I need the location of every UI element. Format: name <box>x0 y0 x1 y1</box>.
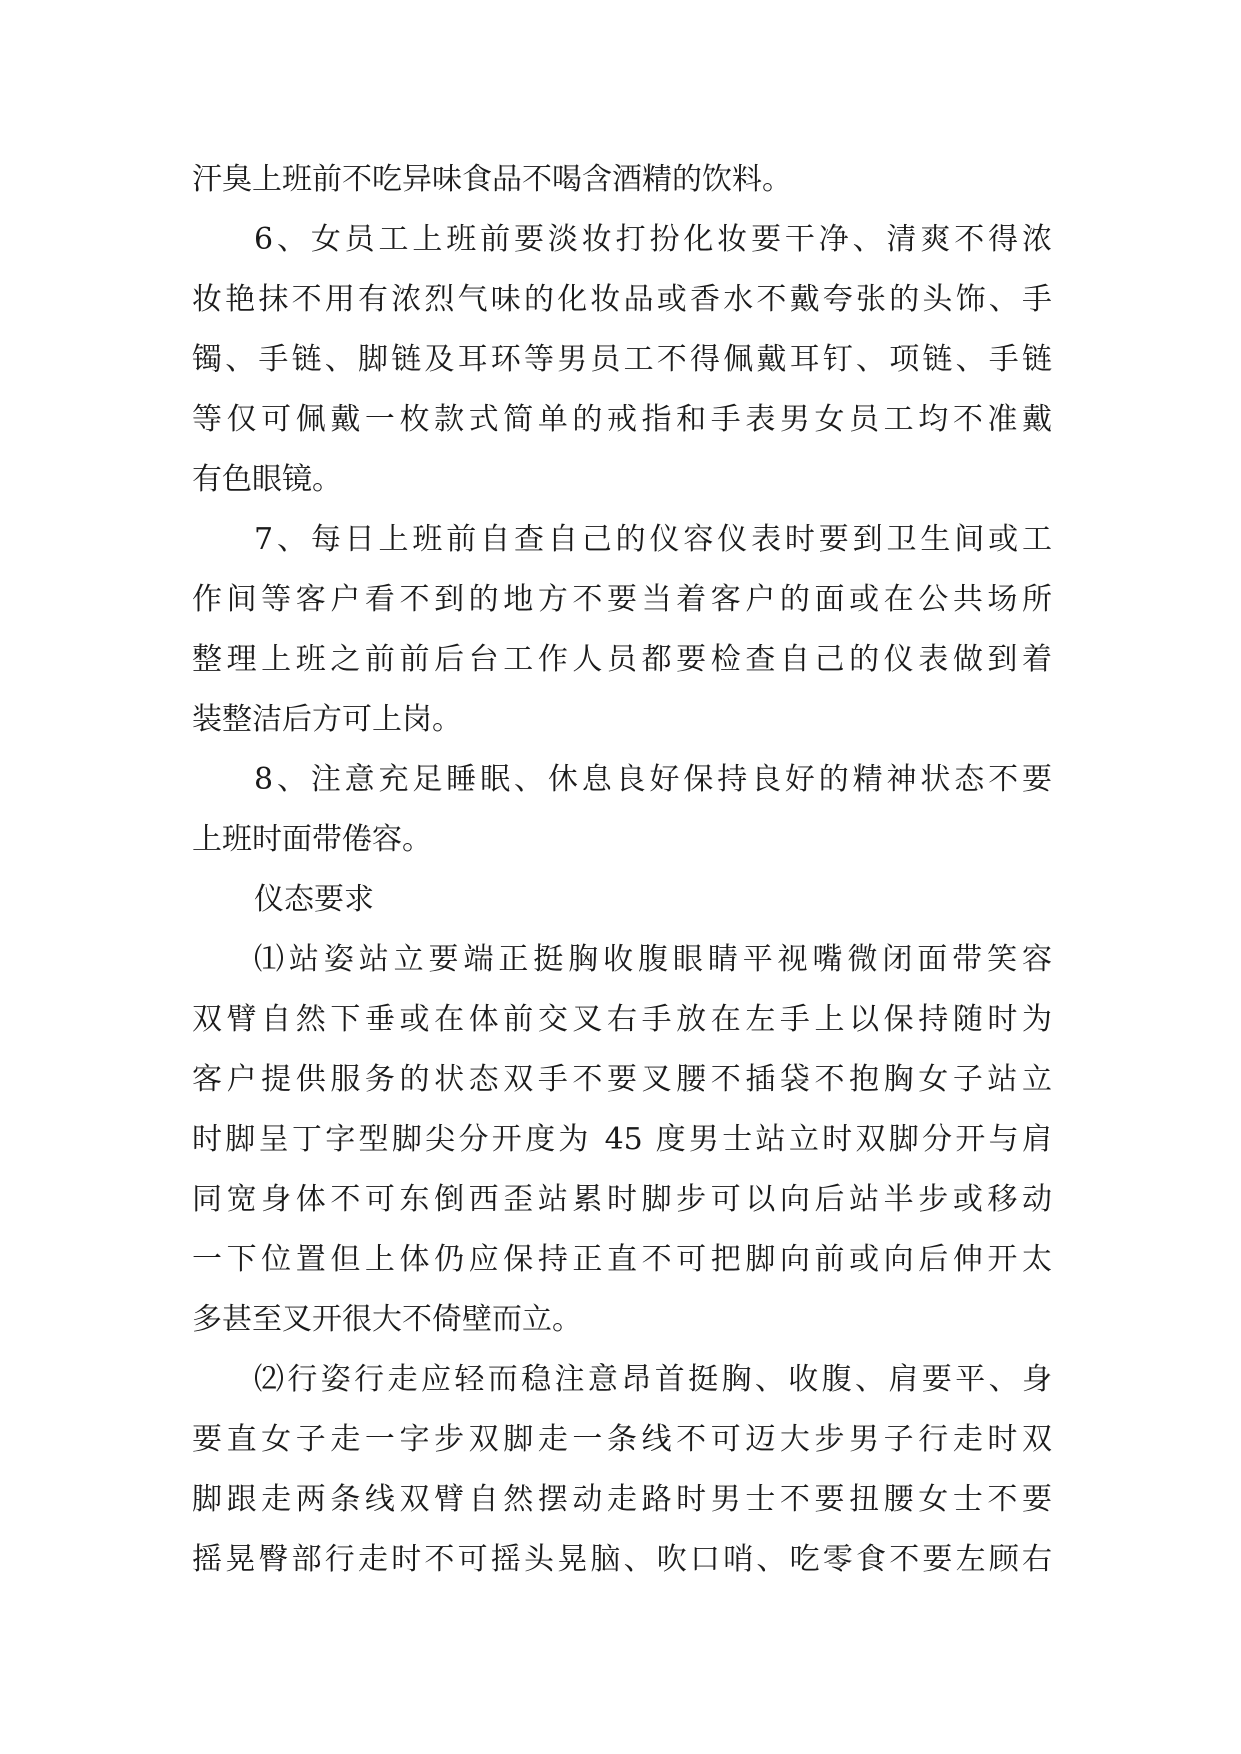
body-text <box>192 150 1052 1590</box>
text-line: 有色眼镜。 <box>192 462 342 497</box>
text-line: 等仅可佩戴一枚款式简单的戒指和手表男女员工均不准戴 <box>192 402 1052 437</box>
text-line: 汗臭上班前不吃异味食品不喝含酒精的饮料。 <box>192 162 792 197</box>
text-line: 客户提供服务的状态双手不要叉腰不插袋不抱胸女子站立 <box>192 1062 1052 1097</box>
text-line: 一下位置但上体仍应保持正直不可把脚向前或向后伸开太 <box>192 1242 1052 1277</box>
text-line: 装整洁后方可上岗。 <box>192 702 462 737</box>
text-line: 时脚呈丁字型脚尖分开度为 45 度男士站立时双脚分开与肩 <box>192 1122 1052 1157</box>
text-line: 妆艳抹不用有浓烈气味的化妆品或香水不戴夸张的头饰、手 <box>192 282 1052 317</box>
text-line: 仪态要求 <box>254 882 374 917</box>
text-line: 作间等客户看不到的地方不要当着客户的面或在公共场所 <box>192 582 1052 617</box>
text-line: 6、女员工上班前要淡妆打扮化妆要干净、清爽不得浓 <box>254 222 1052 257</box>
text-line: 上班时面带倦容。 <box>192 822 432 857</box>
text-line: 8、注意充足睡眠、休息良好保持良好的精神状态不要 <box>254 762 1052 797</box>
text-line: 摇晃臀部行走时不可摇头晃脑、吹口哨、吃零食不要左顾右 <box>192 1542 1052 1577</box>
text-line: 脚跟走两条线双臂自然摆动走路时男士不要扭腰女士不要 <box>192 1482 1052 1517</box>
text-line: ⑵行姿行走应轻而稳注意昂首挺胸、收腹、肩要平、身 <box>254 1362 1052 1397</box>
text-line: 整理上班之前前后台工作人员都要检查自己的仪表做到着 <box>192 642 1052 677</box>
text-line: 要直女子走一字步双脚走一条线不可迈大步男子行走时双 <box>192 1422 1052 1457</box>
text-line: 双臂自然下垂或在体前交叉右手放在左手上以保持随时为 <box>192 1002 1052 1037</box>
text-line: 多甚至叉开很大不倚壁而立。 <box>192 1302 582 1337</box>
text-line: 同宽身体不可东倒西歪站累时脚步可以向后站半步或移动 <box>192 1182 1052 1217</box>
text-line: ⑴站姿站立要端正挺胸收腹眼睛平视嘴微闭面带笑容 <box>254 942 1052 977</box>
text-line: 镯、手链、脚链及耳环等男员工不得佩戴耳钉、项链、手链 <box>192 342 1052 377</box>
text-line: 7、每日上班前自查自己的仪容仪表时要到卫生间或工 <box>254 522 1052 557</box>
